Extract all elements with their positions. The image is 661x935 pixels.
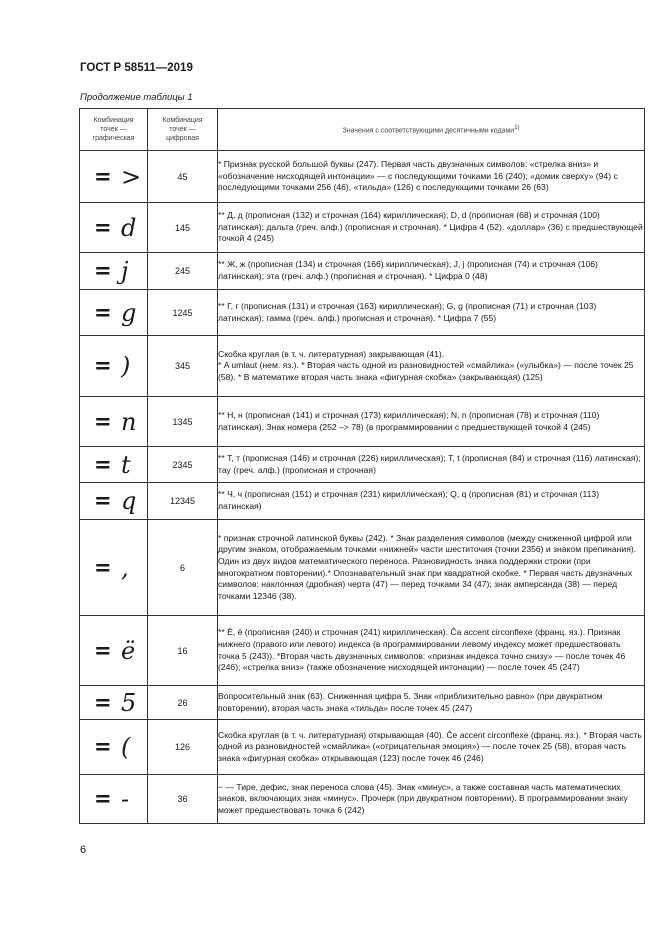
digital-code-cell: 6 (148, 520, 218, 616)
braille-graphic-char: ) (121, 352, 131, 380)
braille-prefix-symbol: = (94, 555, 112, 579)
digital-code-cell: 126 (148, 720, 218, 775)
braille-prefix-symbol: = (94, 734, 112, 759)
table-row (80, 483, 645, 520)
table-row (80, 686, 645, 720)
braille-graphic-char: n (121, 407, 137, 436)
braille-prefix-symbol: = (94, 300, 112, 324)
meaning-cell: ** Ж, ж (прописная (134) и строчная (166) кириллическая); J, j (прописная (74) и строчная (106) латинская); эта (греч. алф.) (прописная и строчная). * Цифра 0 (48) (218, 253, 645, 290)
digital-code-cell: 36 (148, 775, 218, 824)
meaning-cell: ** Г, г (прописная (131) и строчная (163) кириллическая); G, g (прописная (71) и строчная (103) латинская); гамма (греч. алф.) прописная и строчная). * Цифра 7 (55) (218, 290, 645, 336)
table-header-row (80, 109, 645, 151)
braille-prefix-symbol: = (94, 215, 112, 239)
standard-code: ГОСТ Р 58511—2019 (80, 62, 193, 74)
graphic-cell (80, 483, 148, 520)
header-digital: Комбинация точек — цифровая (148, 109, 218, 151)
braille-table (79, 108, 645, 824)
meaning-cell: ** Д, д (прописная (132) и строчная (164) кириллическая); D, d (прописная (68) и строчная (100) латинская); дальта (греч. алф.) (прописная и строчная). * Цифра 4 (52). «доллар» (36) с предшествующей точкой 4 (245) (218, 203, 645, 253)
digital-code-cell: 2345 (148, 447, 218, 483)
header-meaning-label: Значения с соответствующими десятичными кодами (342, 127, 515, 135)
table-row (80, 520, 645, 616)
meaning-cell: ** Ч, ч (прописная (151) и строчная (231) кириллическая); Q, q (прописная (81) и строчная (113) латинская) (218, 483, 645, 520)
braille-graphic-char: g (121, 298, 137, 327)
digital-code-cell: 145 (148, 203, 218, 253)
meaning-cell: Вопросительный знак (63). Сниженная цифра 5. Знак «приблизительно равно» (при двукратном повторении), вторая часть знака «тильда» после точек 45 (247) (218, 686, 645, 720)
graphic-cell (80, 616, 148, 686)
braille-graphic-char: ë (121, 636, 136, 665)
braille-graphic-char: , (121, 553, 129, 582)
graphic-cell (80, 447, 148, 483)
header-footnote-mark: 1) (514, 124, 520, 131)
braille-graphic-char: > (121, 162, 142, 191)
graphic-cell (80, 290, 148, 336)
table-row (80, 336, 645, 397)
braille-prefix-symbol: = (94, 452, 112, 476)
header-graphic: Комбинация точек — графическая (80, 109, 148, 151)
digital-code-cell: 1345 (148, 397, 218, 447)
graphic-cell (80, 720, 148, 775)
braille-prefix-symbol: = (94, 353, 112, 378)
braille-prefix-symbol: = (94, 690, 112, 714)
meaning-cell: ** Н, н (прописная (141) и строчная (173) кириллическая); N, n (прописная (78) и строчная (110) латинская). Знак номера (252 –> 78) (в программировании с предшествующей точкой 4 (245) (218, 397, 645, 447)
braille-prefix-symbol: = (94, 258, 112, 283)
table-row (80, 775, 645, 824)
digital-code-cell: 1245 (148, 290, 218, 336)
graphic-cell (80, 397, 148, 447)
meaning-cell: * признак строчной латинской буквы (242). * Знак разделения символов (между сниженной цифрой или другим знаком, отображаемым точками «нижней» части шеститочия (точки 2356) и знаком препинания). Один из двух видов математического переноса. Разновидность знака поддержки строки (при многократном повторении).* Опознавательный знак при квадратной скобке. * Первая часть двузначных символов: наклонная (дробная) черта (47) — перед точками 34 (47); знак амперсанда (38) — перед точками 12346 (38). (218, 520, 645, 616)
table-row (80, 203, 645, 253)
meaning-cell: Скобка круглая (в т. ч. литературная) открывающая (40). Ĉe accent circonflexe (франц. яз.). * Вторая часть одной из разновидностей «смайлика» («отрицательная эмоция») — после точек 25 (58), вторая часть знака «фигурная скобка» открывающая (123) после точек 46 (246) (218, 720, 645, 775)
digital-code-cell: 16 (148, 616, 218, 686)
graphic-cell (80, 253, 148, 290)
table-row (80, 720, 645, 775)
header-meaning (218, 109, 645, 151)
braille-prefix-symbol: = (94, 409, 112, 433)
digital-code-cell: 12345 (148, 483, 218, 520)
table-row (80, 397, 645, 447)
table-row (80, 616, 645, 686)
table-row (80, 151, 645, 203)
braille-graphic-char: ( (121, 733, 131, 761)
meaning-cell: − — Тире, дефис, знак переноса слова (45). Знак «минус», а также составная часть математических знаков, включающих знак «минус». Прочерк (при двукратном повторении). В программировании знаку может предшествовать точка 6 (242) (218, 775, 645, 824)
braille-graphic-char: j (121, 257, 129, 285)
meaning-cell: ** Т, т (прописная (146) и строчная (226) кириллическая); T, t (прописная (84) и строчная (116) латинская); тау (греч. алф.) (прописная и строчная) (218, 447, 645, 483)
table-caption: Продолжение таблицы 1 (80, 92, 193, 103)
graphic-cell (80, 336, 148, 397)
table-row (80, 290, 645, 336)
meaning-cell: ** Ё, ё (прописная (240) и строчная (241) кириллическая). Ĉa accent circonflexe (франц. яз.). Признак нижнего (правого или левого) индекса (в программировании левому индексу может предшествовать точка 5 (243)). *Вторая часть двузначных символов: «признак индекса точно снизу» — после точек 46 (246); «стрелка вниз» (также обозначение нисходящей интонации) — после точек 45 (247) (218, 616, 645, 686)
meaning-cell: * Признак русской большой буквы (247). Первая часть двузначных символов: «стрелка вниз» и «обозначение нисходящей интонации» — с последующими точками 16 (240); «домик сверху» (94) с последующими точками 256 (46), «тильда» (126) с последующими точками 26 (63) (218, 151, 645, 203)
braille-graphic-char: 5 (121, 688, 137, 717)
graphic-cell (80, 520, 148, 616)
graphic-cell (80, 151, 148, 203)
graphic-cell (80, 203, 148, 253)
table-row (80, 447, 645, 483)
table-body (80, 151, 645, 824)
braille-prefix-symbol: = (94, 786, 112, 811)
digital-code-cell: 245 (148, 253, 218, 290)
graphic-cell (80, 775, 148, 824)
braille-prefix-symbol: = (94, 164, 112, 188)
table-row (80, 253, 645, 290)
braille-graphic-char: d (121, 213, 137, 242)
braille-graphic-char: - (121, 785, 130, 813)
digital-code-cell: 26 (148, 686, 218, 720)
page-number: 6 (80, 844, 87, 856)
braille-graphic-char: q (121, 487, 137, 515)
braille-graphic-char: t (121, 450, 131, 479)
digital-code-cell: 45 (148, 151, 218, 203)
braille-prefix-symbol: = (94, 488, 112, 513)
graphic-cell (80, 686, 148, 720)
digital-code-cell: 345 (148, 336, 218, 397)
braille-prefix-symbol: = (94, 638, 112, 662)
meaning-cell: Скобка круглая (в т. ч. литературная) закрывающая (41). * A umlaut (нем. яз.). * Вторая часть одной из разновидностей «смайлика» («улыбка») — после точек 25 (58). * В математике вторая часть знака «фигурная скобка» (закрывающая) (125) (218, 336, 645, 397)
